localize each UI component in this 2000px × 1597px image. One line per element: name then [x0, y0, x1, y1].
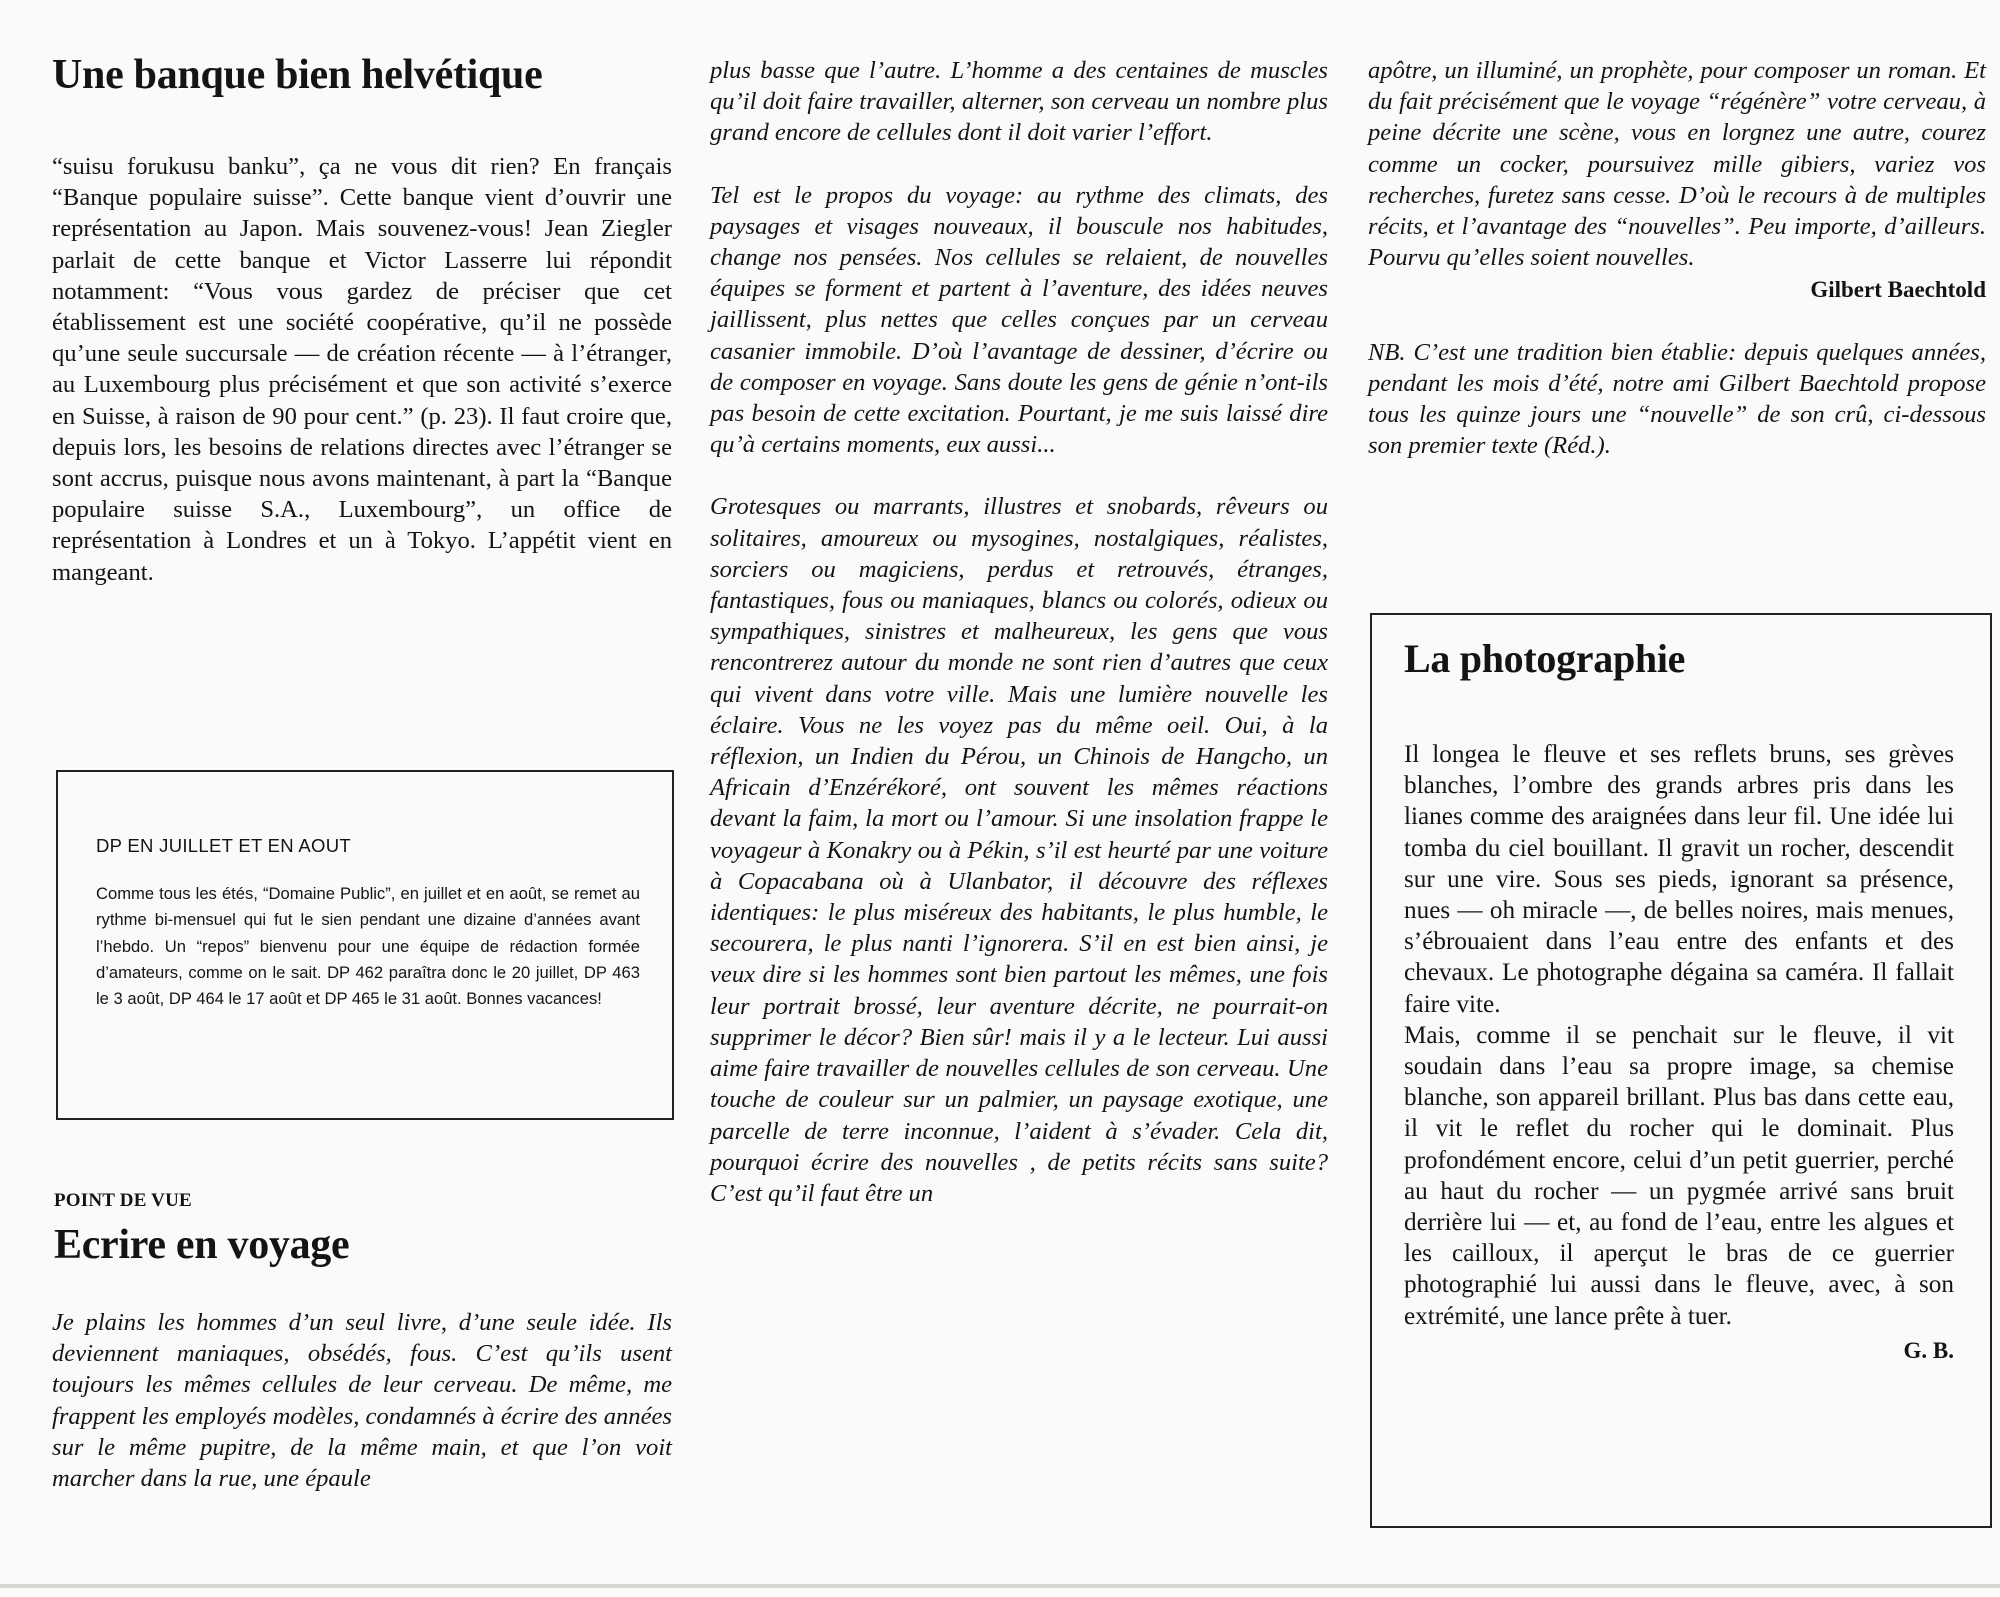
article-title-voyage: Ecrire en voyage	[54, 1222, 350, 1268]
story-signature: G. B.	[1903, 1337, 1954, 1363]
article-body-voyage-part1	[52, 1307, 672, 1494]
article-paragraph: plus basse que l’autre. L’homme a des centaines de muscles qu’il doit faire travailler, alterner, son cerveau un nombre plus grand encore de cellules dont il doit varier l’effort.	[710, 57, 1328, 147]
editor-note: NB. C’est une tradition bien établie: depuis quelques années, pendant les mois d’été, notre ami Gilbert Baechtold propose tous les quinze jours une “nouvelle” de son crû, ci-dessous son premier texte (Réd.).	[1368, 338, 1986, 460]
notice-box	[56, 770, 674, 1120]
author-signature: Gilbert Baechtold	[1810, 277, 1986, 303]
article-paragraph: Je plains les hommes d’un seul livre, d’une seule idée. Ils deviennent maniaques, obsédés, fous. C’est qu’ils usent toujours les mêmes cellules de leur cerveau. De même, me frappent les employés modèles, condamnés à écrire des années sur le même pupitre, de la même main, et que l’on voit marcher dans la rue, une épaule	[52, 1309, 672, 1493]
section-kicker: POINT DE VUE	[54, 1190, 192, 1211]
story-paragraph: Mais, comme il se penchait sur le fleuve, il vit soudain dans l’eau sa propre image, sa chemise blanche, son appareil brillant. Plus bas dans cette eau, il vit le reflet du rocher qui le dominait. Plus profondément encore, celui d’un petit guerrier, perché au haut du rocher — un pygmée arrivé sans bruit derrière lui — et, au fond de l’eau, entre les algues et les cailloux, il aperçut le bras de ce guerrier photographié lui aussi dans le fleuve, avec, à son extrémité, une lance prête à tuer.	[1404, 1021, 1954, 1330]
notice-heading: DP EN JUILLET ET EN AOUT	[96, 835, 351, 856]
story-paragraph: Il longea le fleuve et ses reflets bruns, ses grèves blanches, l’ombre des grands arbres pris dans les lianes comme des araignées dans leur fil. Une idée lui tomba du ciel bouillant. Il gravit un rocher, descendit sur une vire. Sous ses pieds, ignorant sa présence, nues — oh miracle —, de belles noires, mais menues, s’ébrouaient dans l’eau entre des enfants et des chevaux. Le photographe dégaina sa caméra. Il fallait faire vite.	[1404, 741, 1954, 1018]
story-box	[1370, 613, 1992, 1528]
article-title-banque: Une banque bien helvétique	[52, 52, 543, 98]
article-body-voyage-part3	[1368, 55, 1986, 461]
notice-text: Comme tous les étés, “Domaine Public”, en juillet et en août, se remet au rythme bi-mensuel qui fut le sien pendant une dizaine d’années avant l’hebdo. Un “repos” bienvenu pour une équipe de rédaction formée d’amateurs, comme on le sait. DP 462 paraîtra donc le 20 juillet, DP 463 le 3 août, DP 464 le 17 août et DP 465 le 31 août. Bonnes vacances!	[96, 884, 640, 1009]
article-paragraph: “suisu forukusu banku”, ça ne vous dit rien? En français “Banque populaire suisse”. Cette banque vient d’ouvrir une représentation au Japon. Mais souvenez-vous! Jean Ziegler parlait de cette banque et Victor Lasserre lui répondit notamment: “Vous vous gardez de préciser que cet établissement est une société coopérative, qu’il ne possède qu’une seule succursale — de création récente — à l’étranger, au Luxembourg plus précisément et que son activité s’exerce en Suisse, à raison de 90 pour cent.” (p. 23). Il faut croire que, depuis lors, les besoins de relations directes avec l’étranger se sont accrus, puisque nous avons maintenant, à part la “Banque populaire suisse S.A., Luxembourg”, un office de représentation à Londres et un à Tokyo. L’appétit vient en mangeant.	[52, 153, 672, 586]
article-body-voyage-part2	[710, 55, 1328, 1209]
article-body-banque	[52, 151, 672, 588]
article-paragraph: apôtre, un illuminé, un prophète, pour composer un roman. Et du fait précisément que le voyage “régénère” votre cerveau, à peine décrite une scène, vous en lorgnez une autre, courez comme un cocker, poursuivez mille gibiers, variez vos recherches, furetez sans cesse. D’où le recours à de multiples récits, et l’avantage des “nouvelles”. Peu importe, d’ailleurs. Pourvu qu’elles soient nouvelles.	[1368, 57, 1986, 272]
story-title: La photographie	[1404, 636, 1686, 681]
article-paragraph: Grotesques ou marrants, illustres et snobards, rêveurs ou solitaires, amoureux ou mysogines, nostalgiques, réalistes, sorciers ou magiciens, perdus et retrouvés, étranges, fantastiques, fous ou maniaques, blancs ou colorés, odieux ou sympathiques, sinistres et malheureux, les gens que vous rencontrerez autour du monde ne sont rien d’autres que ceux qui vivent dans votre ville. Mais une lumière nouvelle les éclaire. Vous ne les voyez pas du même oeil. Oui, à la réflexion, un Indien du Pérou, un Chinois de Hangcho, un Africain d’Enzérékoré, ont souvent les mêmes réactions devant la faim, la mort ou l’amour. Si une insolation frappe le voyageur à Konakry ou à Pékin, s’il est heurté par une voiture à Copacabana où à Ulanbator, il découvre des réflexes identiques: le plus miséreux des habitants, le plus humble, le secourera, le plus nanti l’ignorera. S’il en est bien ainsi, je veux dire si les hommes sont bien partout les mêmes, une fois leur portrait brossé, leur aventure décrite, ne pourrait-on supprimer le décor? Bien sûr! mais il y a le lecteur. Lui aussi aime faire travailler de nouvelles cellules de son cerveau. Une touche de couleur sur un palmier, un paysage exotique, une parcelle de terre inconnue, l’aident à s’évader. Cela dit, pourquoi écrire des nouvelles , de petits récits sans suite? C’est qu’il faut être un	[710, 493, 1328, 1207]
page-bottom-edge	[0, 1584, 2000, 1588]
article-paragraph: Tel est le propos du voyage: au rythme des climats, des paysages et visages nouveaux, il bouscule nos habitudes, change nos pensées. Nos cellules se relaient, de nouvelles équipes se forment et partent à l’aventure, des idées neuves jaillissent, plus nettes que celles conçues par un cerveau casanier immobile. D’où l’avantage de dessiner, d’écrire ou de composer en voyage. Sans doute les gens de génie n’ont-ils pas besoin de cette excitation. Pourtant, je me suis laissé dire qu’à certains moments, eux aussi...	[710, 181, 1328, 459]
